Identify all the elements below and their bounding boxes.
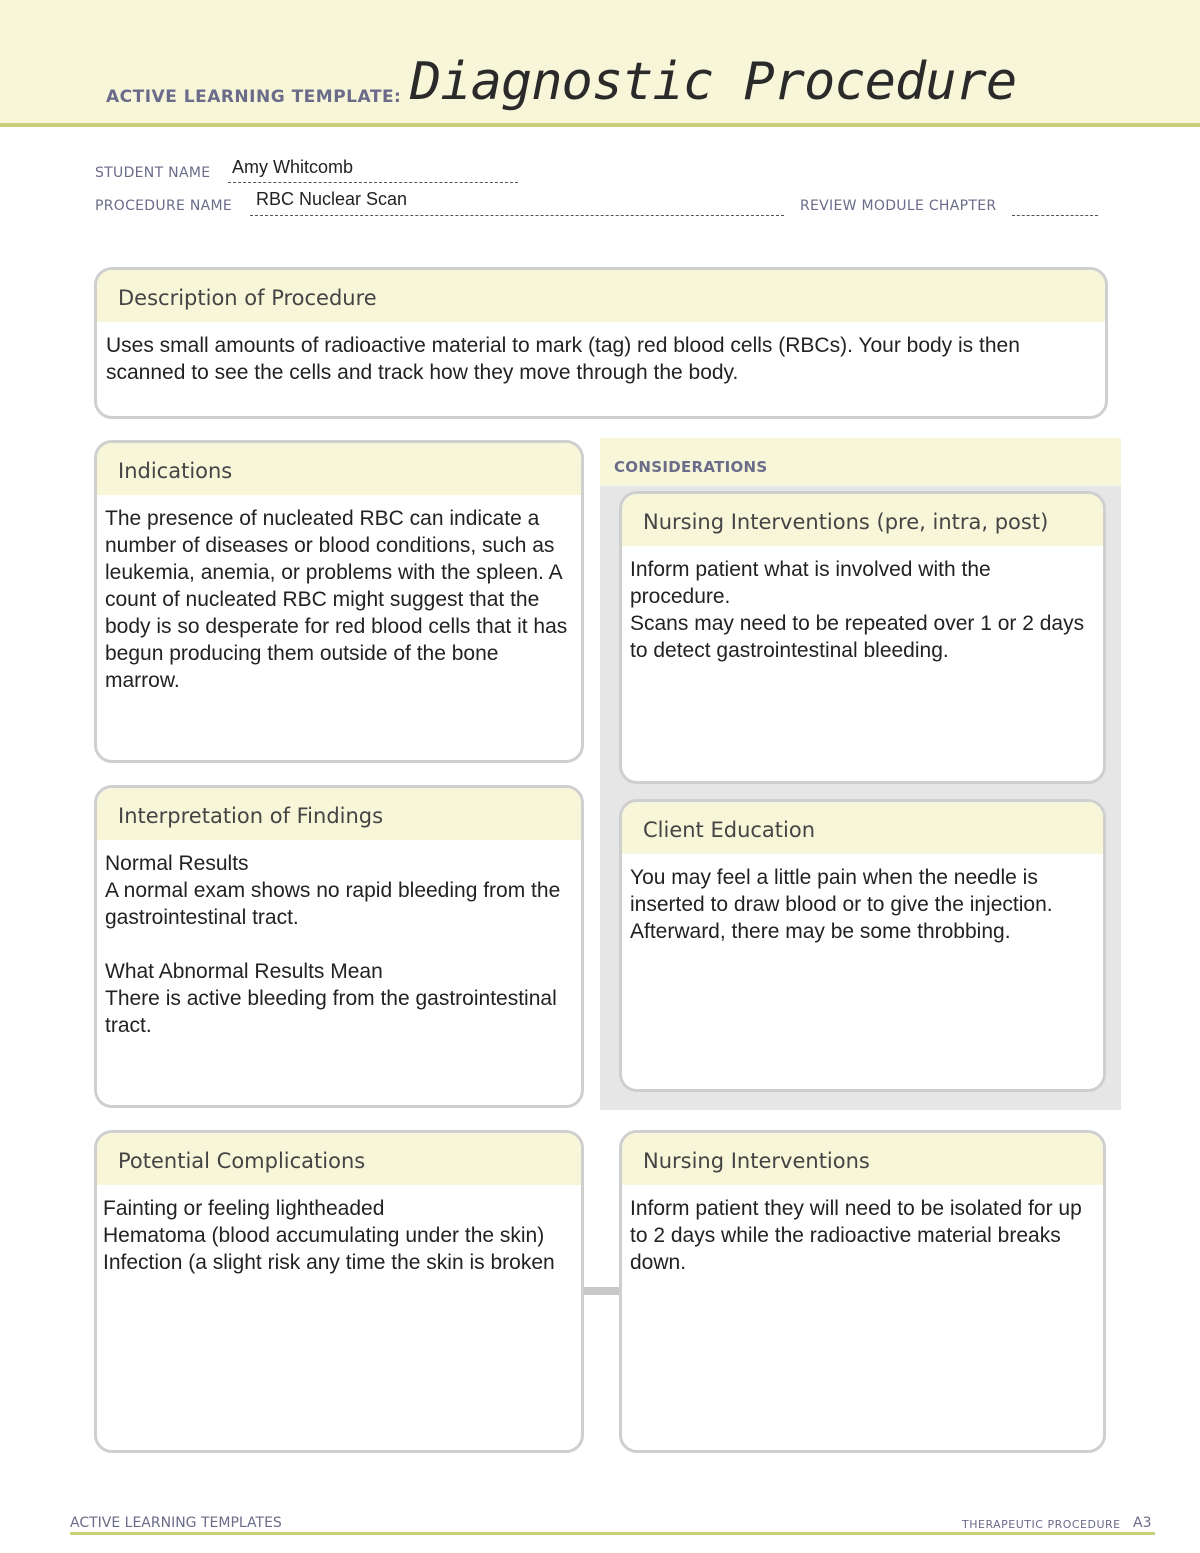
description-title: Description of Procedure [97, 270, 1105, 322]
complication-item[interactable]: Infection (a slight risk any time the skin is broken [103, 1251, 555, 1274]
indications-title: Indications [97, 443, 581, 495]
abnormal-results-text[interactable]: There is active bleeding from the gastrointestinal tract. [105, 987, 557, 1037]
footer-procedure-label: THERAPEUTIC PROCEDURE [962, 1518, 1121, 1531]
footer-templates-label: ACTIVE LEARNING TEMPLATES [70, 1515, 282, 1531]
complication-item[interactable]: Fainting or feeling lightheaded [103, 1197, 385, 1220]
procedure-name-label: PROCEDURE NAME [95, 198, 233, 214]
nursing-interventions-pre-title: Nursing Interventions (pre, intra, post) [622, 494, 1103, 546]
box-connector [584, 1287, 620, 1295]
complications-box [94, 1130, 584, 1453]
complication-item[interactable]: Hematoma (blood accumulating under the skin) [103, 1224, 545, 1247]
description-box [94, 267, 1108, 419]
abnormal-results-heading[interactable]: What Abnormal Results Mean [105, 960, 383, 983]
review-module-label: REVIEW MODULE CHAPTER [800, 198, 997, 214]
student-name-value: Amy Whitcomb [232, 157, 354, 177]
client-education-text[interactable]: You may feel a little pain when the needle is inserted to draw blood or to give the injection. Afterward, there may be some throbbing. [630, 866, 1053, 943]
nursing-interventions-text[interactable]: Inform patient they will need to be isolated for up to 2 days while the radioactive material breaks down. [630, 1197, 1082, 1274]
procedure-name-value: RBC Nuclear Scan [256, 189, 408, 209]
interpretation-title: Interpretation of Findings [97, 788, 581, 840]
nursing-interventions-title: Nursing Interventions [622, 1133, 1103, 1185]
client-education-title: Client Education [622, 802, 1103, 854]
review-module-field[interactable] [1012, 195, 1098, 216]
considerations-label: CONSIDERATIONS [614, 458, 768, 476]
spacer [105, 931, 569, 958]
template-label: ACTIVE LEARNING TEMPLATE: [106, 87, 402, 107]
nursing-interventions-box [619, 1130, 1106, 1453]
page-title: Diagnostic Procedure [410, 52, 1017, 112]
complications-title: Potential Complications [97, 1133, 581, 1185]
nursing-interventions-pre-box [619, 491, 1106, 784]
footer-divider [70, 1532, 1155, 1535]
nursing-interventions-pre-line[interactable]: Inform patient what is involved with the procedure. [630, 558, 991, 608]
description-text[interactable]: Uses small amounts of radioactive material to mark (tag) red blood cells (RBCs). Your body is then scanned to see the cells and track how they move through the body. [106, 334, 1020, 384]
normal-results-text[interactable]: A normal exam shows no rapid bleeding from the gastrointestinal tract. [105, 879, 561, 929]
client-education-box [619, 799, 1106, 1092]
normal-results-heading[interactable]: Normal Results [105, 852, 249, 875]
header-divider [0, 123, 1200, 127]
interpretation-box [94, 785, 584, 1108]
indications-box [94, 440, 584, 763]
nursing-interventions-pre-line[interactable]: Scans may need to be repeated over 1 or 2 days to detect gastrointestinal bleeding. [630, 612, 1085, 662]
student-name-label: STUDENT NAME [95, 165, 211, 181]
indications-text[interactable]: The presence of nucleated RBC can indicate a number of diseases or blood conditions, such as leukemia, anemia, or problems with the spleen. A count of nucleated RBC might suggest that the body is so desperate for red blood cells that it has begun producing them outside of the bone marrow. [105, 507, 568, 692]
page-number: A3 [1133, 1515, 1152, 1531]
